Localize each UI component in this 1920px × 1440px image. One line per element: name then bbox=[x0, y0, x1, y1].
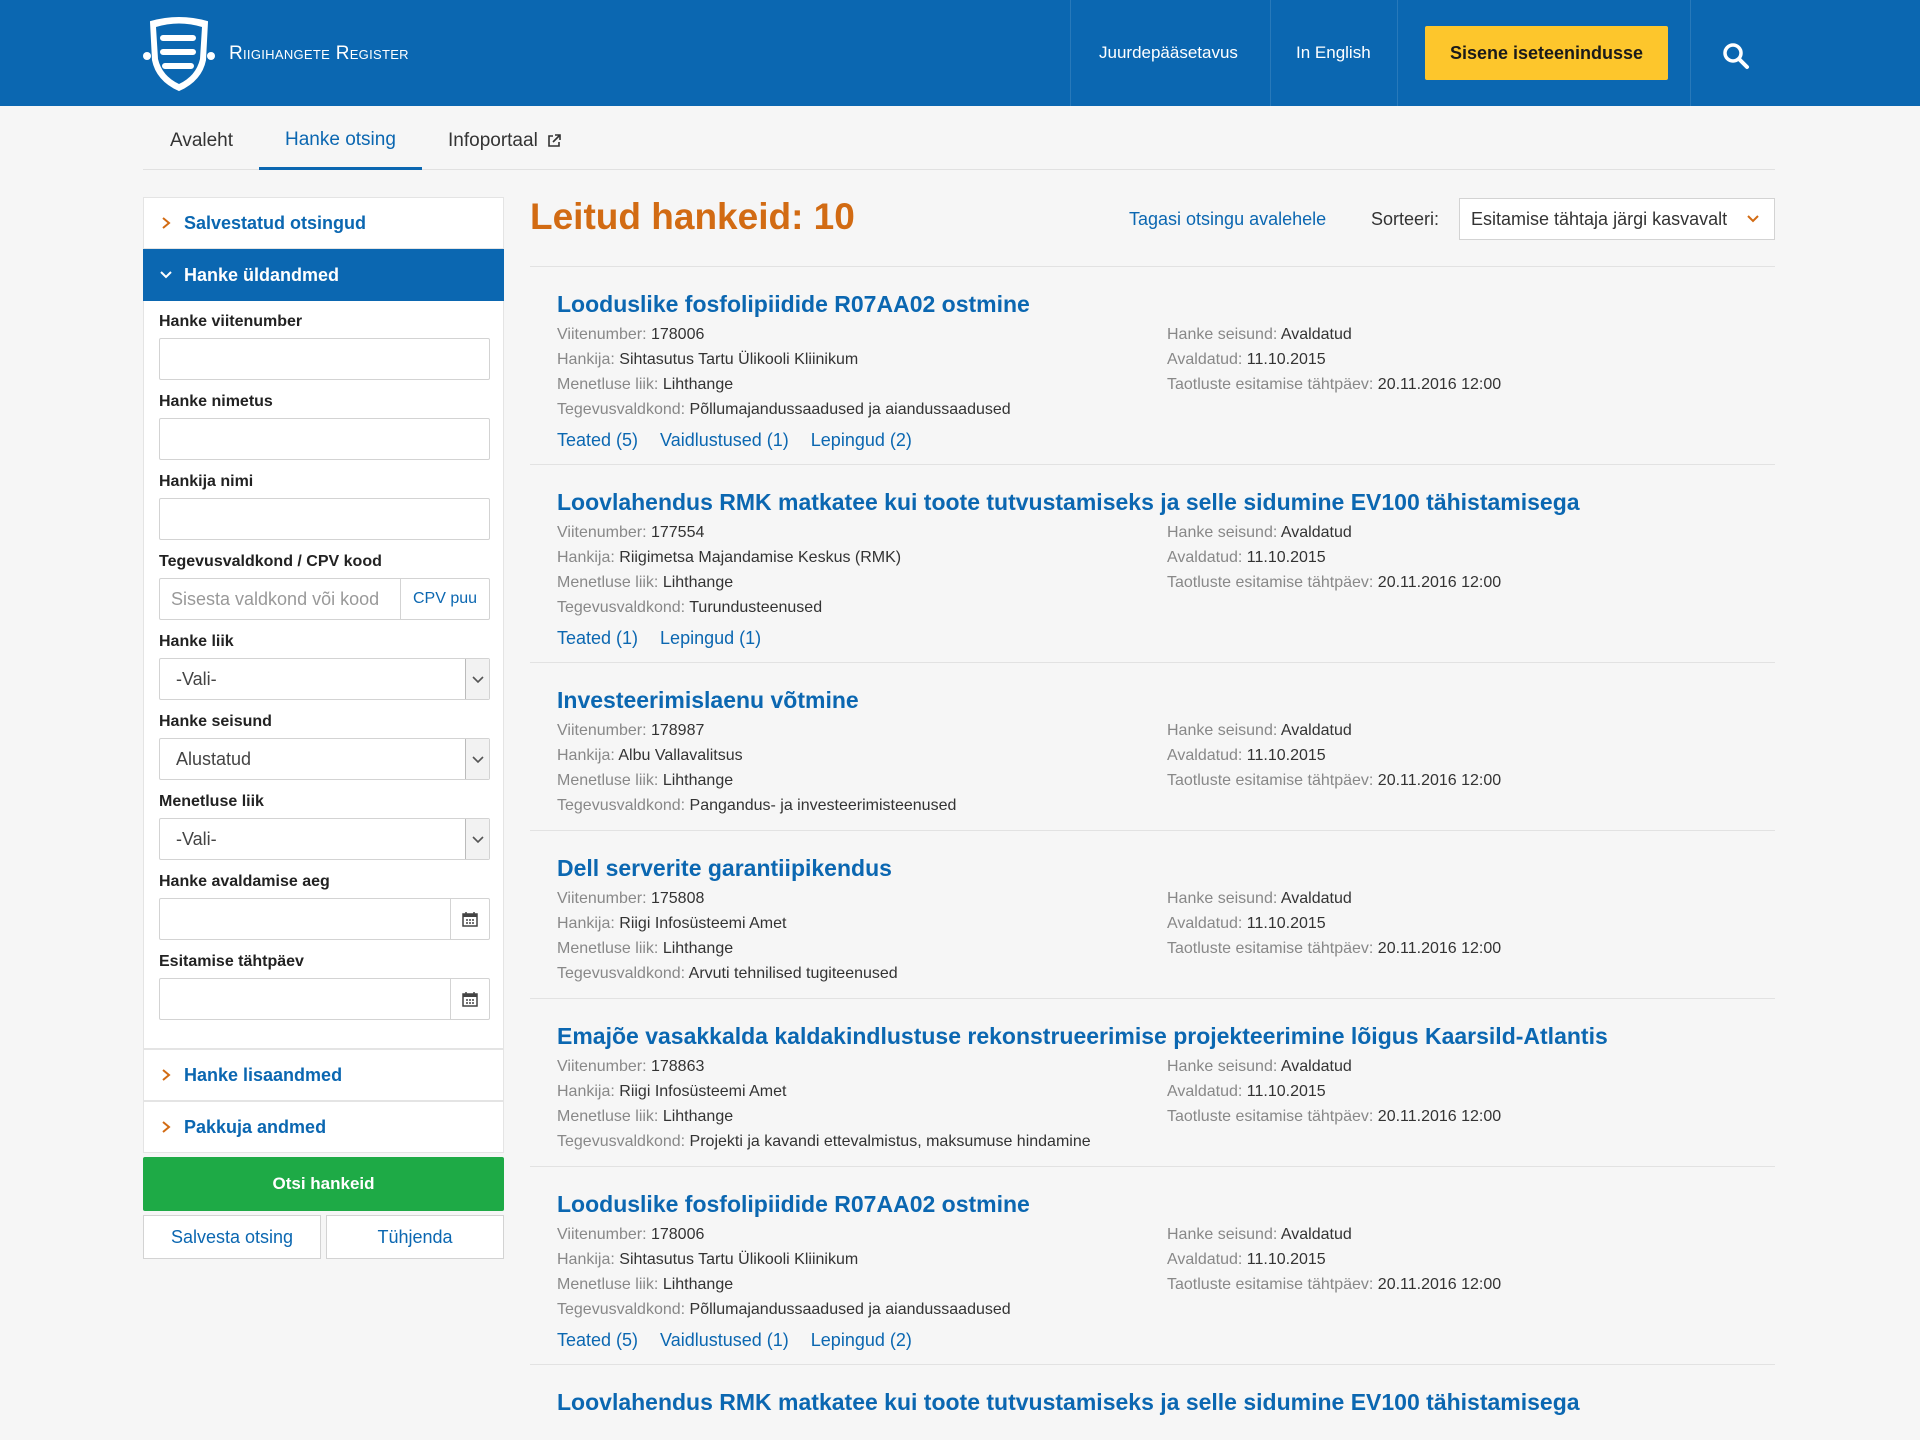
meta-value: 11.10.2015 bbox=[1246, 1251, 1326, 1268]
meta-value: Põllumajandussaadused ja aiandussaadused bbox=[689, 1301, 1011, 1318]
result-meta bbox=[557, 322, 1775, 422]
tab-hanke-otsing[interactable]: Hanke otsing bbox=[259, 112, 422, 170]
meta-key: Hankija: bbox=[557, 351, 615, 368]
result-field bbox=[557, 595, 1167, 620]
result-ref bbox=[557, 1054, 1167, 1079]
meta-value: 11.10.2015 bbox=[1246, 549, 1326, 566]
meta-key: Viitenumber: bbox=[557, 1058, 647, 1075]
result-status bbox=[1167, 322, 1501, 347]
meta-value: 20.11.2016 12:00 bbox=[1377, 376, 1502, 393]
meta-right bbox=[1167, 1054, 1501, 1154]
spacer bbox=[557, 986, 1775, 998]
procedure-label: Menetluse liik bbox=[159, 793, 264, 810]
meta-value: Avaldatud bbox=[1280, 524, 1352, 541]
calendar-icon[interactable] bbox=[450, 899, 489, 939]
meta-key: Menetluse liik: bbox=[557, 1108, 659, 1125]
deadline-label: Esitamise tähtpäev bbox=[159, 953, 304, 970]
meta-value: Avaldatud bbox=[1280, 722, 1352, 739]
meta-key: Viitenumber: bbox=[557, 1226, 647, 1243]
result-item bbox=[530, 1364, 1775, 1420]
external-link-icon bbox=[546, 133, 562, 149]
chevron-down-icon bbox=[465, 819, 489, 859]
meta-key: Hankija: bbox=[557, 549, 615, 566]
tab-label: Infoportaal bbox=[448, 130, 538, 151]
result-procedure bbox=[557, 1104, 1167, 1129]
result-ref bbox=[557, 886, 1167, 911]
result-item bbox=[530, 266, 1775, 464]
meta-value: Avaldatud bbox=[1280, 1058, 1352, 1075]
meta-key: Avaldatud: bbox=[1167, 915, 1243, 932]
ref-input[interactable] bbox=[159, 338, 490, 380]
meta-key: Tegevusvaldkond: bbox=[557, 797, 686, 814]
result-procedure bbox=[557, 372, 1167, 397]
accordion-label: Pakkuja andmed bbox=[184, 1116, 327, 1137]
result-procedure bbox=[557, 936, 1167, 961]
result-status bbox=[1167, 886, 1501, 911]
meta-value: Pangandus- ja investeerimisteenused bbox=[689, 797, 957, 814]
meta-key: Hanke seisund: bbox=[1167, 326, 1278, 343]
result-meta bbox=[557, 1054, 1775, 1154]
meta-value: Sihtasutus Tartu Ülikooli Kliinikum bbox=[619, 351, 859, 368]
meta-value: 20.11.2016 12:00 bbox=[1377, 574, 1502, 591]
meta-value: Turundusteenused bbox=[689, 599, 823, 616]
result-links bbox=[557, 422, 1775, 464]
result-deadline bbox=[1167, 570, 1501, 595]
result-related-link[interactable]: Lepingud (2) bbox=[810, 430, 912, 450]
search-sidebar bbox=[143, 197, 504, 1153]
meta-key: Taotluste esitamise tähtpäev: bbox=[1167, 1108, 1374, 1125]
meta-value: Avaldatud bbox=[1280, 326, 1352, 343]
meta-left bbox=[557, 520, 1167, 620]
meta-value: Lihthange bbox=[662, 772, 734, 789]
result-title-link[interactable]: Investeerimislaenu võtmine bbox=[557, 687, 859, 713]
result-meta bbox=[557, 1222, 1775, 1322]
meta-key: Avaldatud: bbox=[1167, 1083, 1243, 1100]
meta-key: Menetluse liik: bbox=[557, 1276, 659, 1293]
chevron-right-icon bbox=[160, 1066, 172, 1084]
meta-value: Avaldatud bbox=[1280, 1226, 1352, 1243]
meta-value: Arvuti tehnilised tugiteenused bbox=[688, 965, 898, 982]
ref-label: Hanke viitenumber bbox=[159, 313, 303, 330]
result-item bbox=[530, 662, 1775, 830]
spacer bbox=[557, 1154, 1775, 1166]
clear-button[interactable]: Tühjenda bbox=[326, 1215, 504, 1259]
meta-value: 20.11.2016 12:00 bbox=[1377, 1276, 1502, 1293]
meta-value: 20.11.2016 12:00 bbox=[1377, 1108, 1502, 1125]
accordion-label: Hanke lisaandmed bbox=[184, 1064, 343, 1085]
meta-key: Tegevusvaldkond: bbox=[557, 965, 686, 982]
result-meta bbox=[557, 718, 1775, 818]
meta-left bbox=[557, 718, 1167, 818]
published-label: Hanke avaldamise aeg bbox=[159, 873, 330, 890]
result-title-link[interactable]: Looduslike fosfolipiidide R07AA02 ostmine bbox=[557, 291, 1030, 317]
result-status bbox=[1167, 520, 1501, 545]
result-ref bbox=[557, 322, 1167, 347]
result-title-link[interactable]: Dell serverite garantiipikendus bbox=[557, 855, 892, 881]
meta-value: Lihthange bbox=[662, 376, 734, 393]
result-buyer bbox=[557, 743, 1167, 768]
nav-accessibility[interactable]: Juurdepääsetavus bbox=[1099, 43, 1238, 62]
meta-value: 20.11.2016 12:00 bbox=[1377, 772, 1502, 789]
result-published bbox=[1167, 1079, 1501, 1104]
result-field bbox=[557, 793, 1167, 818]
procedure-value: -Vali- bbox=[176, 828, 217, 849]
tab-avaleht[interactable]: Avaleht bbox=[170, 130, 234, 151]
chevron-down-icon bbox=[465, 739, 489, 779]
result-related-link[interactable]: Teated (5) bbox=[557, 1330, 639, 1350]
result-published bbox=[1167, 347, 1501, 372]
result-item bbox=[530, 464, 1775, 662]
meta-key: Avaldatud: bbox=[1167, 747, 1243, 764]
sort-select[interactable] bbox=[1459, 198, 1775, 240]
meta-value: Riigimetsa Majandamise Keskus (RMK) bbox=[619, 549, 902, 566]
meta-key: Menetluse liik: bbox=[557, 772, 659, 789]
meta-value: Lihthange bbox=[662, 1276, 734, 1293]
meta-key: Tegevusvaldkond: bbox=[557, 401, 686, 418]
meta-key: Taotluste esitamise tähtpäev: bbox=[1167, 772, 1374, 789]
chevron-down-icon bbox=[465, 659, 489, 699]
meta-right bbox=[1167, 886, 1501, 986]
results-count-title: Leitud hankeid: 10 bbox=[530, 196, 855, 237]
meta-value: Sihtasutus Tartu Ülikooli Kliinikum bbox=[619, 1251, 859, 1268]
result-meta bbox=[557, 886, 1775, 986]
meta-key: Hankija: bbox=[557, 1083, 615, 1100]
cpv-tree-button[interactable]: CPV puu bbox=[400, 579, 489, 619]
result-ref bbox=[557, 520, 1167, 545]
chevron-down-icon bbox=[160, 266, 172, 284]
top-header bbox=[0, 0, 1920, 106]
meta-key: Taotluste esitamise tähtpäev: bbox=[1167, 1276, 1374, 1293]
result-links bbox=[557, 620, 1775, 662]
header-divider bbox=[1070, 0, 1071, 106]
result-related-link[interactable]: Vaidlustused (1) bbox=[660, 430, 789, 450]
meta-value: 175808 bbox=[650, 890, 705, 907]
result-deadline bbox=[1167, 1272, 1501, 1297]
meta-value: Lihthange bbox=[662, 574, 734, 591]
general-data-form bbox=[143, 301, 504, 1049]
result-field bbox=[557, 1297, 1167, 1322]
search-procurements-button[interactable]: Otsi hankeid bbox=[143, 1157, 504, 1211]
meta-key: Menetluse liik: bbox=[557, 574, 659, 591]
coat-of-arms-logo[interactable] bbox=[143, 16, 215, 92]
meta-right bbox=[1167, 1222, 1501, 1322]
chevron-right-icon bbox=[160, 1118, 172, 1136]
accordion-label: Hanke üldandmed bbox=[184, 264, 340, 285]
deadline-date-input[interactable] bbox=[159, 978, 490, 1020]
buyer-label: Hankija nimi bbox=[159, 473, 254, 490]
header-divider bbox=[1690, 0, 1691, 106]
meta-key: Hanke seisund: bbox=[1167, 722, 1278, 739]
sort-label: Sorteeri: bbox=[1371, 209, 1440, 229]
meta-key: Avaldatud: bbox=[1167, 1251, 1243, 1268]
result-published bbox=[1167, 1247, 1501, 1272]
accordion-label: Salvestatud otsingud bbox=[184, 212, 367, 233]
meta-key: Taotluste esitamise tähtpäev: bbox=[1167, 376, 1374, 393]
result-buyer bbox=[557, 911, 1167, 936]
type-value: -Vali- bbox=[176, 668, 217, 689]
name-input[interactable] bbox=[159, 418, 490, 460]
result-item bbox=[530, 830, 1775, 998]
tab-infoportaal[interactable] bbox=[448, 112, 562, 170]
status-select[interactable] bbox=[159, 738, 490, 780]
result-status bbox=[1167, 718, 1501, 743]
meta-key: Avaldatud: bbox=[1167, 549, 1243, 566]
result-ref bbox=[557, 718, 1167, 743]
result-published bbox=[1167, 545, 1501, 570]
meta-right bbox=[1167, 520, 1501, 620]
meta-key: Tegevusvaldkond: bbox=[557, 1301, 686, 1318]
meta-key: Viitenumber: bbox=[557, 524, 647, 541]
chevron-right-icon bbox=[160, 214, 172, 232]
meta-key: Viitenumber: bbox=[557, 890, 647, 907]
meta-key: Avaldatud: bbox=[1167, 351, 1243, 368]
result-related-link[interactable]: Teated (5) bbox=[557, 430, 639, 450]
result-field bbox=[557, 961, 1167, 986]
result-related-link[interactable]: Teated (1) bbox=[557, 628, 639, 648]
meta-value: Riigi Infosüsteemi Amet bbox=[619, 915, 787, 932]
result-item bbox=[530, 998, 1775, 1166]
meta-key: Hanke seisund: bbox=[1167, 1058, 1278, 1075]
meta-right bbox=[1167, 718, 1501, 818]
meta-value: Riigi Infosüsteemi Amet bbox=[619, 1083, 787, 1100]
meta-key: Hankija: bbox=[557, 747, 615, 764]
type-label: Hanke liik bbox=[159, 633, 234, 650]
result-buyer bbox=[557, 1247, 1167, 1272]
result-buyer bbox=[557, 1079, 1167, 1104]
meta-key: Menetluse liik: bbox=[557, 940, 659, 957]
type-select[interactable] bbox=[159, 658, 490, 700]
meta-value: 11.10.2015 bbox=[1246, 747, 1326, 764]
cpv-placeholder: Sisesta valdkond või kood bbox=[171, 588, 380, 609]
meta-key: Tegevusvaldkond: bbox=[557, 599, 686, 616]
result-related-link[interactable]: Lepingud (2) bbox=[810, 1330, 912, 1350]
meta-left bbox=[557, 1054, 1167, 1154]
meta-value: Projekti ja kavandi ettevalmistus, maksumuse hindamine bbox=[689, 1133, 1091, 1150]
result-field bbox=[557, 1129, 1167, 1154]
meta-value: Lihthange bbox=[662, 1108, 734, 1125]
name-label: Hanke nimetus bbox=[159, 393, 273, 410]
result-deadline bbox=[1167, 936, 1501, 961]
procedure-select[interactable] bbox=[159, 818, 490, 860]
result-procedure bbox=[557, 1272, 1167, 1297]
meta-key: Viitenumber: bbox=[557, 722, 647, 739]
result-related-link[interactable]: Vaidlustused (1) bbox=[660, 1330, 789, 1350]
result-buyer bbox=[557, 545, 1167, 570]
result-published bbox=[1167, 911, 1501, 936]
result-title-link[interactable]: Emajõe vasakkalda kaldakindlustuse rekonstrueerimise projekteerimine lõigus Kaarsild-Atlantis bbox=[557, 1023, 1608, 1049]
result-published bbox=[1167, 743, 1501, 768]
meta-value: 20.11.2016 12:00 bbox=[1377, 940, 1502, 957]
meta-key: Hankija: bbox=[557, 1251, 615, 1268]
result-status bbox=[1167, 1222, 1501, 1247]
meta-value: 11.10.2015 bbox=[1246, 351, 1326, 368]
result-meta bbox=[557, 520, 1775, 620]
header-divider bbox=[1270, 0, 1271, 106]
meta-key: Taotluste esitamise tähtpäev: bbox=[1167, 940, 1374, 957]
result-procedure bbox=[557, 768, 1167, 793]
main-tabs bbox=[143, 112, 1775, 170]
status-label: Hanke seisund bbox=[159, 713, 272, 730]
meta-value: 178006 bbox=[650, 326, 705, 343]
status-value: Alustatud bbox=[176, 748, 252, 769]
result-item bbox=[530, 1166, 1775, 1364]
cpv-label: Tegevusvaldkond / CPV kood bbox=[159, 553, 382, 570]
buyer-input[interactable] bbox=[159, 498, 490, 540]
meta-key: Menetluse liik: bbox=[557, 376, 659, 393]
meta-value: 177554 bbox=[650, 524, 705, 541]
meta-value: Lihthange bbox=[662, 940, 734, 957]
result-ref bbox=[557, 1222, 1167, 1247]
result-deadline bbox=[1167, 768, 1501, 793]
meta-value: 11.10.2015 bbox=[1246, 915, 1326, 932]
brand-name[interactable]: Riigihangete Register bbox=[229, 43, 409, 64]
search-icon[interactable] bbox=[1722, 42, 1750, 70]
meta-right bbox=[1167, 322, 1501, 422]
meta-left bbox=[557, 886, 1167, 986]
meta-key: Hanke seisund: bbox=[1167, 1226, 1278, 1243]
meta-value: 178863 bbox=[650, 1058, 705, 1075]
result-procedure bbox=[557, 570, 1167, 595]
result-status bbox=[1167, 1054, 1501, 1079]
result-buyer bbox=[557, 347, 1167, 372]
result-deadline bbox=[1167, 1104, 1501, 1129]
result-title-link[interactable]: Loovlahendus RMK matkatee kui toote tutvustamiseks ja selle sidumine EV100 tähistamisega bbox=[557, 489, 1580, 515]
result-deadline bbox=[1167, 372, 1501, 397]
calendar-icon[interactable] bbox=[450, 979, 489, 1019]
meta-left bbox=[557, 1222, 1167, 1322]
meta-value: Avaldatud bbox=[1280, 890, 1352, 907]
result-title-link[interactable]: Loovlahendus RMK matkatee kui toote tutvustamiseks ja selle sidumine EV100 tähistamisega bbox=[557, 1389, 1580, 1415]
result-links bbox=[557, 1322, 1775, 1364]
meta-value: 11.10.2015 bbox=[1246, 1083, 1326, 1100]
chevron-down-icon bbox=[1746, 211, 1760, 225]
meta-value: 178006 bbox=[650, 1226, 705, 1243]
accordion-bidder-data[interactable] bbox=[143, 1101, 504, 1153]
meta-key: Viitenumber: bbox=[557, 326, 647, 343]
accordion-additional-data[interactable] bbox=[143, 1049, 504, 1101]
result-title-link[interactable]: Looduslike fosfolipiidide R07AA02 ostmine bbox=[557, 1191, 1030, 1217]
self-service-login-button[interactable]: Sisene iseteenindusse bbox=[1425, 26, 1668, 80]
meta-value: Põllumajandussaadused ja aiandussaadused bbox=[689, 401, 1011, 418]
meta-key: Taotluste esitamise tähtpäev: bbox=[1167, 574, 1374, 591]
meta-key: Hankija: bbox=[557, 915, 615, 932]
save-search-button[interactable]: Salvesta otsing bbox=[143, 1215, 321, 1259]
meta-value: 178987 bbox=[650, 722, 705, 739]
back-to-search-link[interactable]: Tagasi otsingu avalehele bbox=[1129, 209, 1327, 229]
meta-value: Albu Vallavalitsus bbox=[618, 747, 743, 764]
result-field bbox=[557, 397, 1167, 422]
meta-key: Hanke seisund: bbox=[1167, 524, 1278, 541]
header-divider bbox=[1397, 0, 1398, 106]
results-list bbox=[530, 266, 1775, 1420]
meta-left bbox=[557, 322, 1167, 422]
published-date-input[interactable] bbox=[159, 898, 490, 940]
nav-in-english[interactable]: In English bbox=[1296, 43, 1371, 62]
accordion-general-data[interactable] bbox=[143, 249, 504, 301]
meta-key: Tegevusvaldkond: bbox=[557, 1133, 686, 1150]
accordion-saved-searches[interactable] bbox=[143, 197, 504, 249]
cpv-input[interactable] bbox=[159, 578, 490, 620]
sort-value: Esitamise tähtaja järgi kasvavalt bbox=[1471, 208, 1728, 229]
meta-key: Hanke seisund: bbox=[1167, 890, 1278, 907]
result-related-link[interactable]: Lepingud (1) bbox=[660, 628, 762, 648]
spacer bbox=[557, 818, 1775, 830]
